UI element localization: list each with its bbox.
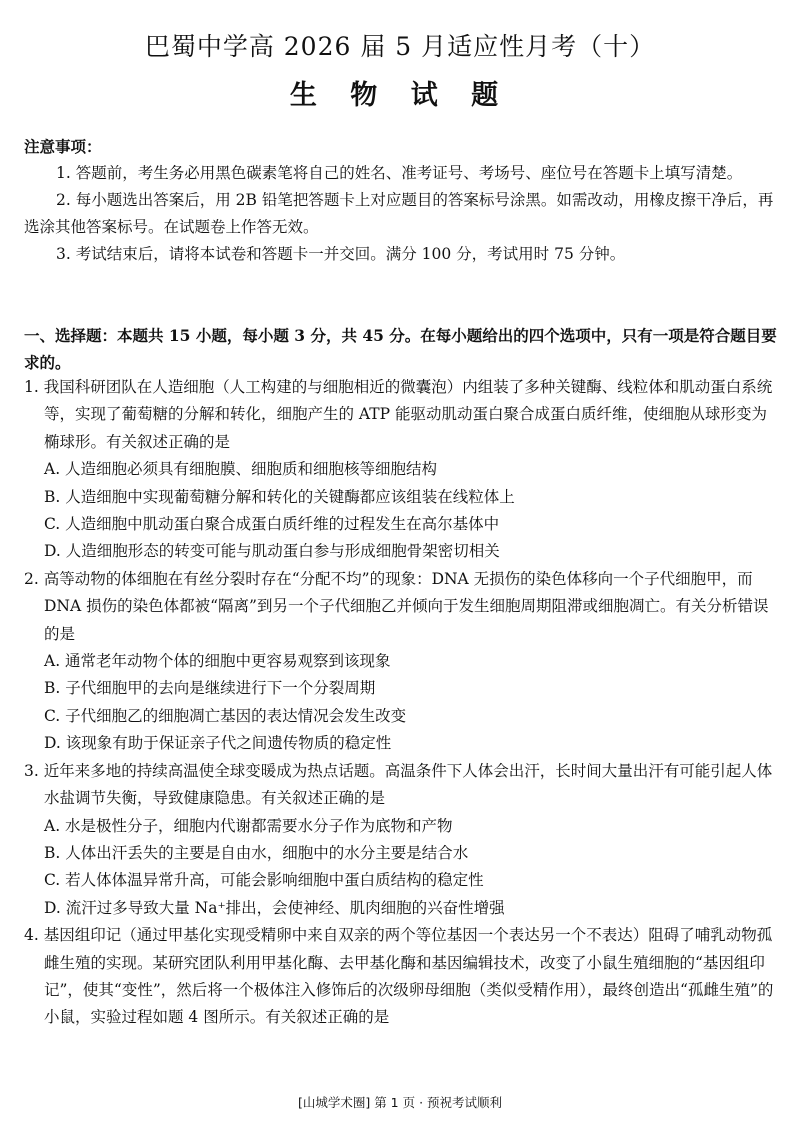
option-b: B. 人体出汗丢失的主要是自由水，细胞中的水分主要是结合水 <box>44 843 469 862</box>
option-c: C. 子代细胞乙的细胞凋亡基因的表达情况会发生改变 <box>44 706 407 725</box>
question-stem: 1. 我国科研团队在人造细胞（人工构建的与细胞相近的微囊泡）内组装了多种关键酶、线粒体和肌动蛋白系统等，实现了葡萄糖的分解和转化，细胞产生的 ATP 能驱动肌动蛋白聚合成蛋白质纤维，使细胞从球形变为椭球形。有关叙述正确的是 <box>24 378 773 451</box>
notice-block <box>24 133 780 268</box>
question-stem: 3. 近年来多地的持续高温使全球变暖成为热点话题。高温条件下人体会出汗，长时间大量出汗有可能引起人体水盐调节失衡，导致健康隐患。有关叙述正确的是 <box>24 761 773 808</box>
option-a: A. 通常老年动物个体的细胞中更容易观察到该现象 <box>44 652 391 671</box>
notice-item: 2. 每小题选出答案后，用 2B 铅笔把答题卡上对应题目的答案标号涂黑。如需改动，用橡皮擦干净后，再选涂其他答案标号。在试题卷上作答无效。 <box>24 191 774 236</box>
question-3 <box>24 758 782 922</box>
question-2 <box>24 566 782 758</box>
section-heading: 一、选择题：本题共 15 小题，每小题 3 分，共 45 分。在每小题给出的四个选项中，只有一项是符合题目要求的。 <box>24 326 777 372</box>
option-d: D. 该现象有助于保证亲子代之间遗传物质的稳定性 <box>44 734 392 753</box>
option-a: A. 水是极性分子，细胞内代谢都需要水分子作为底物和产物 <box>44 816 453 835</box>
notice-item: 1. 答题前，考生务必用黑色碳素笔将自己的姓名、准考证号、考场号、座位号在答题卡上填写清楚。 <box>56 164 743 182</box>
option-b: B. 子代细胞甲的去向是继续进行下一个分裂周期 <box>44 679 376 698</box>
notice-heading: 注意事项： <box>24 137 102 156</box>
subject-title: 生 物 试 题 <box>289 80 511 111</box>
exam-title: 巴蜀中学高 2026 届 5 月适应性月考（十） <box>144 32 656 61</box>
option-b: B. 人造细胞中实现葡萄糖分解和转化的关键酶都应该组装在线粒体上 <box>44 487 515 506</box>
question-4 <box>24 922 782 1032</box>
page-footer: [山城学术圈] 第 1 页 · 预祝考试顺利 <box>297 1095 503 1110</box>
option-c: C. 若人体体温异常升高，可能会影响细胞中蛋白质结构的稳定性 <box>44 871 484 890</box>
option-c: C. 人造细胞中肌动蛋白聚合成蛋白质纤维的过程发生在高尔基体中 <box>44 515 500 534</box>
option-a: A. 人造细胞必须具有细胞膜、细胞质和细胞核等细胞结构 <box>44 460 438 479</box>
question-stem: 2. 高等动物的体细胞在有丝分裂时存在“分配不均”的现象：DNA 无损伤的染色体移向一个子代细胞甲，而 DNA 损伤的染色体都被“隔离”到另一个子代细胞乙并倾向于发生细胞周期阻滞或细胞凋亡。有关分析错误的是 <box>24 569 769 643</box>
question-1 <box>24 374 782 566</box>
question-list <box>24 374 782 1032</box>
option-d: D. 流汗过多导致大量 Na⁺排出，会使神经、肌肉细胞的兴奋性增强 <box>44 898 505 917</box>
question-stem: 4. 基因组印记（通过甲基化实现受精卵中来自双亲的两个等位基因一个表达另一个不表达）阻碍了哺乳动物孤雌生殖的实现。某研究团队利用甲基化酶、去甲基化酶和基因编辑技术，改变了小鼠生殖细胞的“基因组印记”，使其“变性”，然后将一个极体注入修饰后的次级卵母细胞（类似受精作用），最终创造出“孤雌生殖”的小鼠，实验过程如题 4 图所示。有关叙述正确的是 <box>24 926 774 1027</box>
option-d: D. 人造细胞形态的转变可能与肌动蛋白参与形成细胞骨架密切相关 <box>44 542 500 561</box>
notice-item: 3. 考试结束后，请将本试卷和答题卡一并交回。满分 100 分，考试用时 75 分钟。 <box>56 245 626 263</box>
